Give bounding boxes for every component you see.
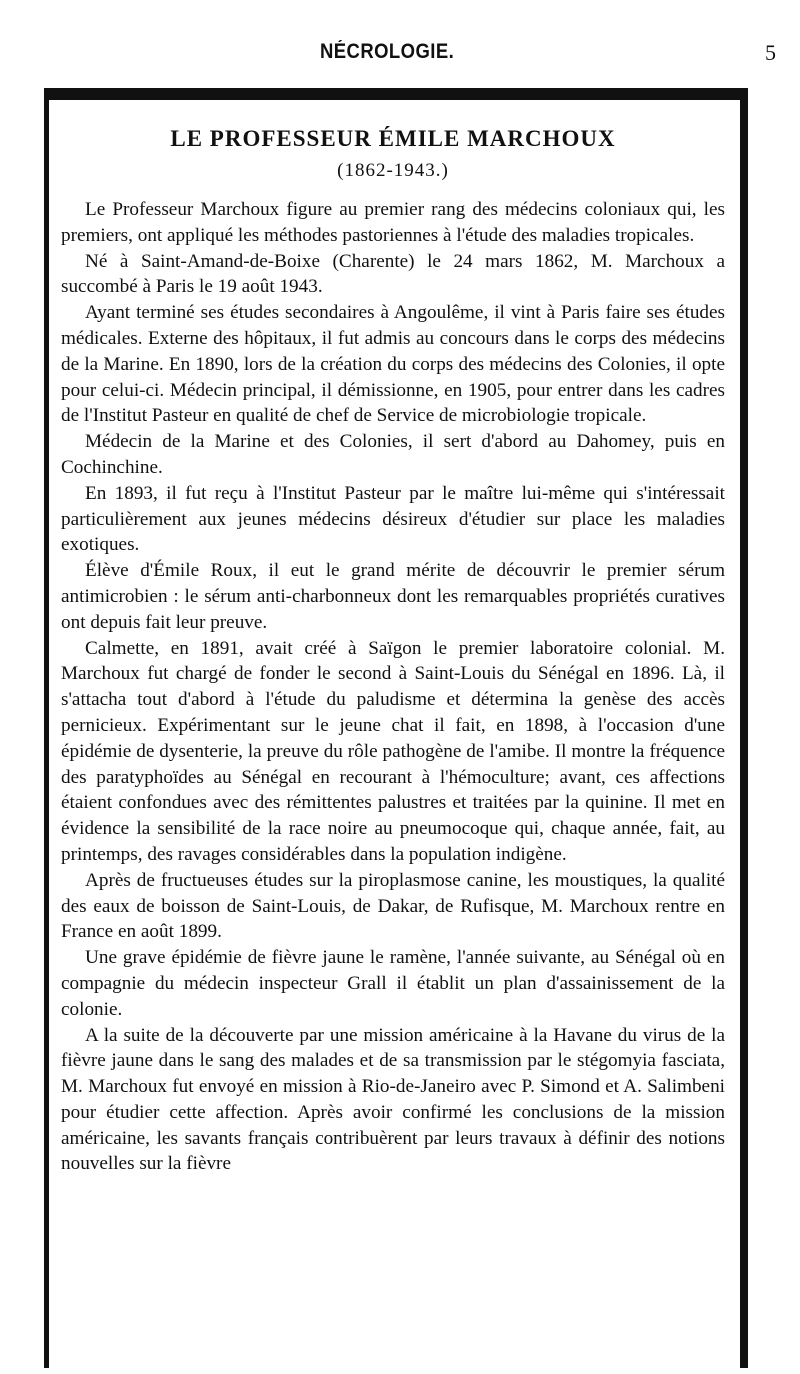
paragraph-5: En 1893, il fut reçu à l'Institut Pasteur par le maître lui-même qui s'intéressait particulièrement aux jeunes médecins désireux d'étudier sur place les maladies exotiques.	[61, 482, 725, 556]
obituary-article	[61, 123, 725, 1177]
frame-right-border	[740, 88, 748, 1368]
paragraph-10: A la suite de la découverte par une mission américaine à la Havane du virus de la fièvre jaune dans le sang des malades et de sa transmission par le stégomyia fasciata, M. Marchoux fut envoyé en mission à Rio-de-Janeiro avec P. Simond et A. Salimbeni pour étudier cette affection. Après avoir confirmé les conclusions de la mission américaine, les savants français contribuèrent par leurs travaux à définir des notions nouvelles sur la fièvre	[61, 1024, 725, 1175]
frame-top-border	[44, 88, 748, 100]
frame-left-border	[44, 88, 49, 1368]
article-dates: (1862-1943.)	[337, 160, 449, 181]
paragraph-7: Calmette, en 1891, avait créé à Saïgon le premier laboratoire colonial. M. Marchoux fut chargé de fonder le second à Saint-Louis du Sénégal en 1896. Là, il s'attacha tout d'abord à l'étude du paludisme et détermina la genèse des accès pernicieux. Expérimentant sur le jeune chat il fait, en 1898, à l'occasion d'une épidémie de dysenterie, la preuve du rôle pathogène de l'amibe. Il montre la fréquence des paratyphoïdes au Sénégal en recourant à l'hémoculture; avant, ces affections étaient confondues avec des rémittentes palustres et traitées par la quinine. Il met en évidence la sensibilité de la race noire au pneumocoque qui, chaque année, fait, au printemps, des ravages considérables dans la population indigène.	[61, 637, 725, 865]
article-body	[61, 197, 725, 1177]
paragraph-9: Une grave épidémie de fièvre jaune le ramène, l'année suivante, au Sénégal où en compagnie du médecin inspecteur Grall il établit un plan d'assainissement de la colonie.	[61, 947, 725, 1020]
paragraph-3: Ayant terminé ses études secondaires à Angoulême, il vint à Paris faire ses études médicales. Externe des hôpitaux, il fut admis au concours dans le corps des médecins de la Marine. En 1890, lors de la création du corps des médecins des Colonies, il opte pour celui-ci. Médecin principal, il démissionne, en 1905, pour entrer dans les cadres de l'Institut Pasteur en qualité de chef de Service de microbiologie tropicale.	[61, 302, 725, 427]
paragraph-4: Médecin de la Marine et des Colonies, il sert d'abord au Dahomey, puis en Cochinchine.	[61, 431, 725, 478]
paragraph-8: Après de fructueuses études sur la piroplasmose canine, les moustiques, la qualité des eaux de boisson de Saint-Louis, de Dakar, de Rufisque, M. Marchoux rentre en France en août 1899.	[61, 869, 725, 943]
paragraph-6: Élève d'Émile Roux, il eut le grand mérite de découvrir le premier sérum antimicrobien : le sérum anti-charbonneux dont les remarquables propriétés curatives ont depuis fait leur preuve.	[61, 560, 725, 633]
running-head	[0, 40, 800, 70]
running-head-title: NÉCROLOGIE.	[320, 40, 455, 63]
article-title: LE PROFESSEUR ÉMILE MARCHOUX	[170, 126, 616, 151]
paragraph-2: Né à Saint-Amand-de-Boixe (Charente) le 24 mars 1862, M. Marchoux a succombé à Paris le 19 août 1943.	[61, 250, 725, 298]
paragraph-1: Le Professeur Marchoux figure au premier rang des médecins coloniaux qui, les premiers, ont appliqué les méthodes pastoriennes à l'étude des maladies tropicales.	[61, 199, 725, 246]
page-number: 5	[765, 40, 776, 65]
